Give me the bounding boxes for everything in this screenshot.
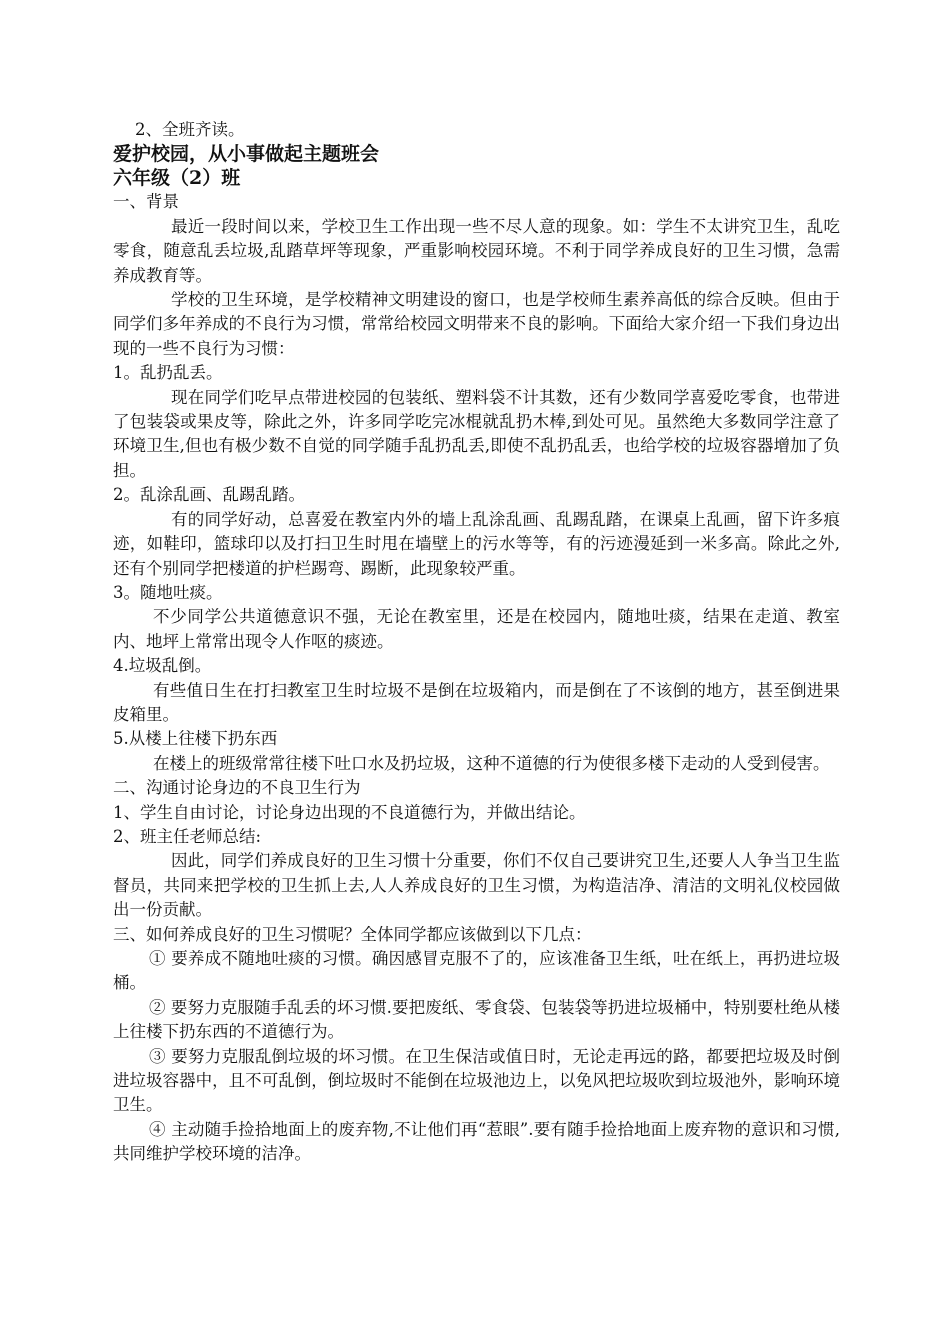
- paragraph-graffiti: 有的同学好动，总喜爱在教室内外的墙上乱涂乱画、乱踢乱踏，在课桌上乱画，留下许多痕迹，如鞋印，篮球印以及打扫卫生时甩在墙壁上的污水等等，有的污迹漫延到一米多高。除此之外,还有个别同学把楼道的护栏踢弯、踢断，此现象较严重。: [113, 509, 840, 578]
- paragraph-throwing: 在楼上的班级常常往楼下吐口水及扔垃圾，这种不道德的行为使很多楼下走动的人受到侵害。: [153, 753, 830, 773]
- habit-item-1: ① 要养成不随地吐痰的习惯。确因感冒克服不了的，应该准备卫生纸，吐在纸上，再扔进垃圾桶。: [113, 949, 840, 993]
- section-heading-habits: 三、如何养成良好的卫生习惯呢？全体同学都应该做到以下几点：: [113, 924, 592, 944]
- intro-line: 2、全班齐读。: [135, 120, 245, 139]
- paragraph-background-2: 学校的卫生环境，是学校精神文明建设的窗口，也是学校师生素养高低的综合反映。但由于同学们多年养成的不良行为习惯，常常给校园文明带来不良的影响。下面给大家介绍一下我们身边出现的一些不良行为习惯：: [113, 290, 840, 358]
- paragraph-summary: 因此，同学们养成良好的卫生习惯十分重要，你们不仅自己要讲究卫生,还要人人争当卫生监督员，共同来把学校的卫生抓上去,人人养成良好的卫生习惯，为构造洁净、清洁的文明礼仪校园做出一份贡献。: [113, 851, 840, 920]
- item-heading-spitting: 3。随地吐痰。: [113, 582, 223, 602]
- habit-item-3: ③ 要努力克服乱倒垃圾的坏习惯。在卫生保洁或值日时，无论走再远的路，都要把垃圾及时倒进垃圾容器中，且不可乱倒，倒垃圾时不能倒在垃圾池边上，以免风把垃圾吹到垃圾池外，影响环境卫生。: [113, 1046, 840, 1115]
- item-heading-dumping: 4.垃圾乱倒。: [113, 656, 212, 676]
- discussion-item-2: 2、班主任老师总结:: [113, 826, 262, 846]
- item-heading-throwing: 5.从楼上往楼下扔东西: [113, 729, 278, 749]
- paragraph-background-1: 最近一段时间以来，学校卫生工作出现一些不尽人意的现象。如：学生不太讲究卫生，乱吃零食，随意乱丢垃圾,乱踏草坪等现象，严重影响校园环境。不利于同学养成良好的卫生习惯，急需养成教育等。: [113, 216, 840, 285]
- section-heading-background: 一、背景: [113, 192, 179, 212]
- item-heading-graffiti: 2。乱涂乱画、乱踢乱踏。: [113, 485, 305, 505]
- habit-item-2: ② 要努力克服随手乱丢的坏习惯.要把废纸、零食袋、包装袋等扔进垃圾桶中，特别要杜绝从楼上往楼下扔东西的不道德行为。: [113, 997, 840, 1042]
- class-name: 六年级（2）班: [113, 167, 241, 190]
- paragraph-dumping: 有些值日生在打扫教室卫生时垃圾不是倒在垃圾箱内，而是倒在了不该倒的地方，甚至倒进果皮箱里。: [113, 680, 840, 724]
- paragraph-littering: 现在同学们吃早点带进校园的包装纸、塑料袋不计其数，还有少数同学喜爱吃零食，也带进了包装袋或果皮等，除此之外，许多同学吃完冰棍就乱扔木棒,到处可见。虽然绝大多数同学注意了环境卫生,但也有极少数不自觉的同学随手乱扔乱丢,即使不乱扔乱丢，也给学校的垃圾容器增加了负担。: [113, 387, 840, 480]
- paragraph-spitting: 不少同学公共道德意识不强，无论在教室里，还是在校园内，随地吐痰，结果在走道、教室内、地坪上常常出现令人作呕的痰迹。: [113, 607, 840, 651]
- document-title: 爱护校园，从小事做起主题班会: [113, 143, 380, 166]
- section-heading-discussion: 二、沟通讨论身边的不良卫生行为: [113, 778, 361, 798]
- discussion-item-1: 1、学生自由讨论，讨论身边出现的不良道德行为，并做出结论。: [113, 802, 586, 822]
- habit-item-4: ④ 主动随手捡拾地面上的废弃物,不让他们再“惹眼”.要有随手捡拾地面上废弃物的意识和习惯,共同维护学校环境的洁净。: [113, 1119, 840, 1164]
- document-page: [113, 118, 840, 1167]
- item-heading-littering: 1。乱扔乱丢。: [113, 363, 223, 383]
